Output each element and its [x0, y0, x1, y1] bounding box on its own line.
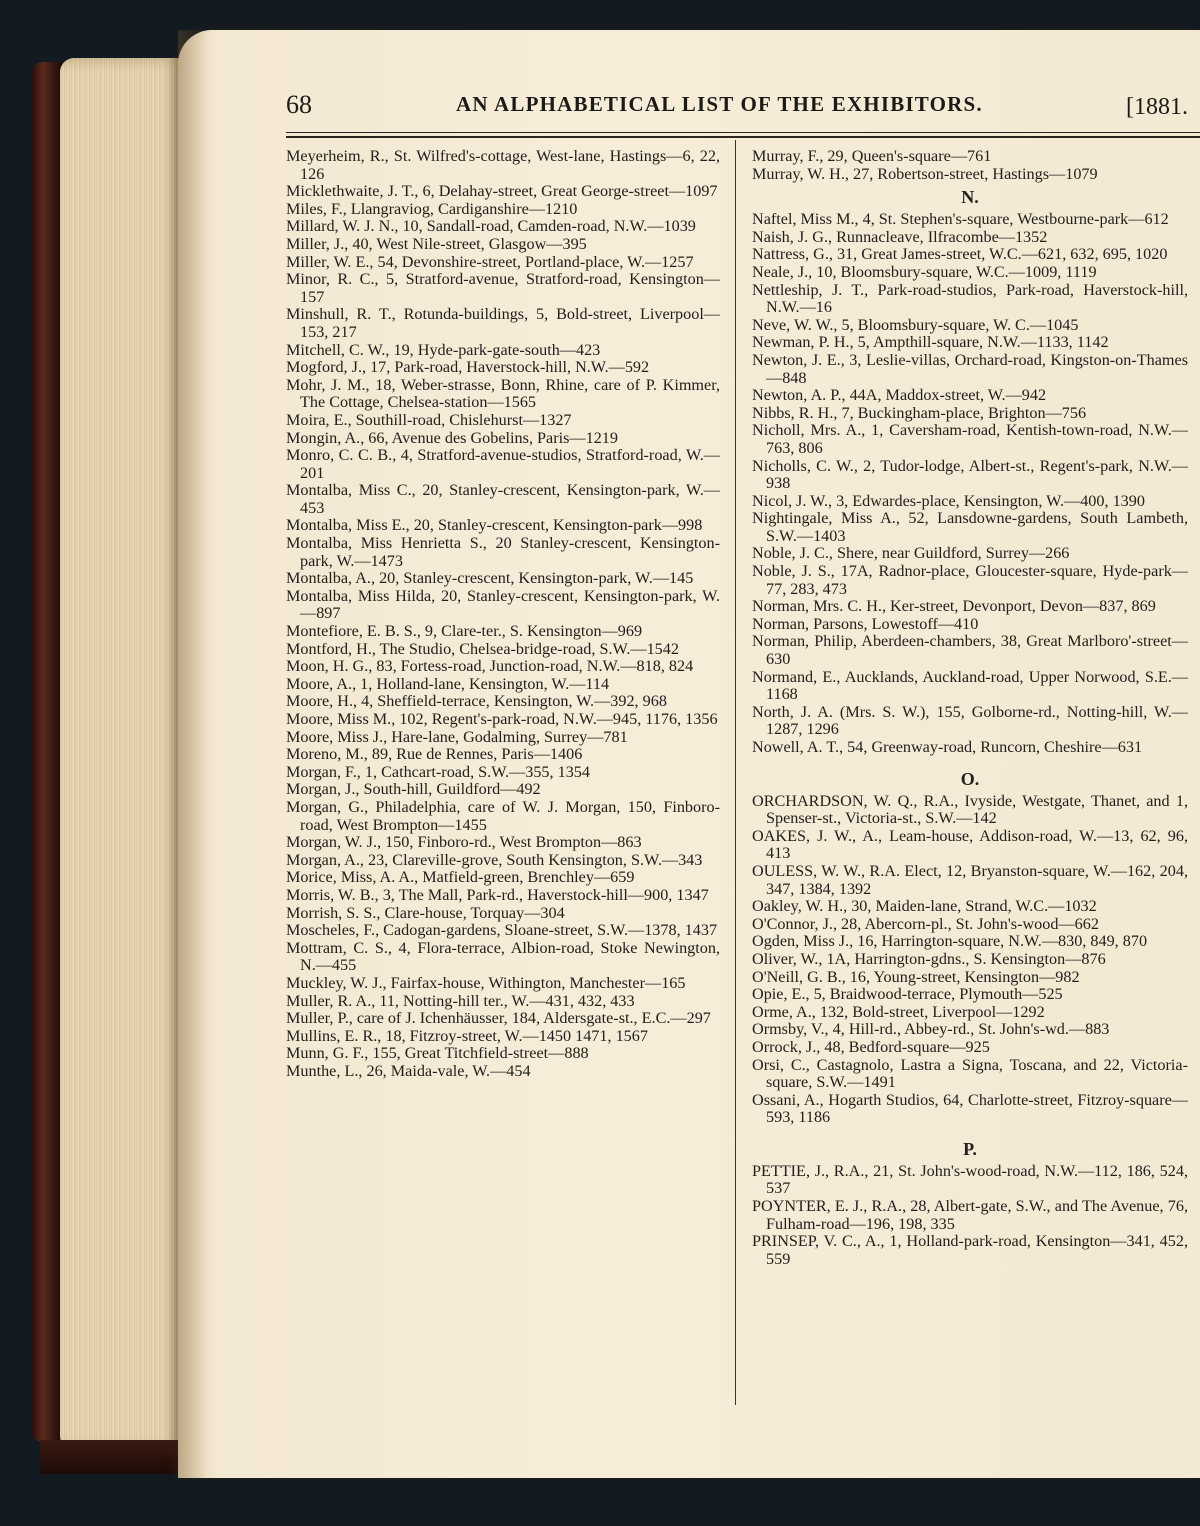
exhibitor-entry: Oakley, W. H., 30, Maiden-lane, Strand, W.C.—1032 [752, 897, 1097, 916]
exhibitor-entry: Miller, J., 40, West Nile-street, Glasgow—395 [286, 234, 587, 253]
gutter-shadow [178, 30, 208, 1478]
exhibitor-entry: Murray, F., 29, Queen's-square—761 [752, 147, 992, 165]
exhibitor-entry: Morgan, J., South-hill, Guildford—492 [286, 780, 541, 799]
exhibitor-entry: Ogden, Miss J., 16, Harrington-square, N.W.—830, 849, 870 [752, 932, 1148, 951]
book-cover-spine [32, 62, 62, 1442]
exhibitor-entry: Munthe, L., 26, Maida-vale, W.—454 [286, 1061, 531, 1080]
exhibitor-entry: Murray, W. H., 27, Robertson-street, Hastings—1079 [752, 164, 1098, 183]
exhibitor-entry: Orme, A., 132, Bold-street, Liverpool—1292 [752, 1002, 1045, 1021]
exhibitor-entry: Morgan, F., 1, Cathcart-road, S.W.—355, 1354 [286, 762, 590, 781]
letter-heading-n: N. [961, 187, 979, 208]
exhibitor-entry: Nicol, J. W., 3, Edwardes-place, Kensington, W.—400, 1390 [752, 491, 1145, 510]
exhibitor-entry: Mogford, J., 17, Park-road, Haverstock-hill, N.W.—592 [286, 358, 650, 377]
exhibitor-entry: Morice, Miss, A. A., Matfield-green, Brenchley—659 [286, 868, 635, 887]
exhibitor-entry: Montford, H., The Studio, Chelsea-bridge-road, S.W.—1542 [286, 639, 679, 658]
exhibitor-entry: Montalba, Miss C., 20, Stanley-crescent, Kensington-park, W.—453 [286, 481, 720, 517]
exhibitor-entry: Orsi, C., Castagnolo, Lastra a Signa, Toscana, and 22, Victoria-square, S.W.—1491 [752, 1055, 1188, 1092]
page-year: [1881. [1126, 94, 1188, 120]
exhibitor-entry: O'Connor, J., 28, Abercorn-pl., St. John's-wood—662 [752, 914, 1099, 933]
exhibitor-entry: Micklethwaite, J. T., 6, Delahay-street, Great George-street—1097 [286, 182, 718, 201]
page-title: AN ALPHABETICAL LIST OF THE EXHIBITORS. [456, 92, 983, 116]
exhibitor-entry: Nowell, A. T., 54, Greenway-road, Runcorn, Cheshire—631 [752, 738, 1143, 756]
exhibitor-entry: Norman, Philip, Aberdeen-chambers, 38, Great Marlboro'-street—630 [752, 632, 1188, 669]
exhibitor-entry: Oliver, W., 1A, Harrington-gdns., S. Kensington—876 [752, 949, 1106, 968]
exhibitor-entry: OAKES, J. W., A., Leam-house, Addison-road, W.—13, 62, 96, 413 [752, 826, 1188, 863]
exhibitor-entry: Nettleship, J. T., Park-road-studios, Park-road, Haverstock-hill, N.W.—16 [752, 280, 1188, 317]
exhibitor-entry: Moira, E., Southill-road, Chislehurst—1327 [286, 410, 572, 429]
letter-heading-o: O. [960, 768, 980, 789]
exhibitor-entry: Moore, Miss M., 102, Regent's-park-road, N.W.—945, 1176, 1356 [286, 710, 718, 728]
exhibitor-entry: Miller, W. E., 54, Devonshire-street, Portland-place, W.—1257 [286, 252, 694, 271]
exhibitor-entry: Norman, Parsons, Lowestoff—410 [752, 614, 979, 633]
page-edges [60, 58, 185, 1450]
exhibitor-entry: Morgan, G., Philadelphia, care of W. J. Morgan, 150, Finboro-road, West Brompton—1455 [286, 797, 720, 834]
exhibitor-entry: Orrock, J., 48, Bedford-square—925 [752, 1037, 990, 1056]
letter-heading-p: P. [963, 1138, 977, 1159]
exhibitor-entry: Montefiore, E. B. S., 9, Clare-ter., S. Kensington—969 [286, 622, 643, 641]
exhibitor-entry: Muller, P., care of J. Ichenhäusser, 184, Aldersgate-st., E.C.—297 [286, 1009, 711, 1028]
exhibitor-entry: Moon, H. G., 83, Fortess-road, Junction-road, N.W.—818, 824 [286, 657, 694, 676]
exhibitor-entry: Mongin, A., 66, Avenue des Gobelins, Paris—1219 [286, 428, 618, 447]
exhibitor-entry: Nibbs, R. H., 7, Buckingham-place, Brighton—756 [752, 403, 1087, 422]
exhibitor-entry: O'Neill, G. B., 16, Young-street, Kensington—982 [752, 967, 1080, 986]
exhibitor-entry: Moreno, M., 89, Rue de Rennes, Paris—1406 [286, 745, 583, 764]
exhibitor-entry: Opie, E., 5, Braidwood-terrace, Plymouth—525 [752, 985, 1063, 1004]
exhibitor-entry: Moscheles, F., Cadogan-gardens, Sloane-street, S.W.—1378, 1437 [286, 921, 718, 940]
exhibitor-entry: Nattress, G., 31, Great James-street, W.C.—621, 632, 695, 1020 [752, 245, 1168, 264]
exhibitor-entry: Neale, J., 10, Bloomsbury-square, W.C.—1009, 1119 [752, 262, 1097, 281]
exhibitor-entry: Ossani, A., Hogarth Studios, 64, Charlotte-street, Fitzroy-square—593, 1186 [752, 1090, 1188, 1127]
exhibitor-entry: Munn, G. F., 155, Great Titchfield-street—888 [286, 1044, 589, 1063]
running-head [286, 88, 1200, 128]
exhibitor-entry: Noble, J. C., Shere, near Guildford, Surrey—266 [752, 544, 1070, 563]
exhibitor-entry: Newman, P. H., 5, Ampthill-square, N.W.—1133, 1142 [752, 333, 1109, 352]
exhibitor-entry: Morrish, S. S., Clare-house, Torquay—304 [286, 903, 565, 922]
page-number: 68 [286, 90, 312, 119]
exhibitor-entry: Morgan, A., 23, Clareville-grove, South Kensington, S.W.—343 [286, 850, 703, 869]
exhibitor-entry: Nightingale, Miss A., 52, Lansdowne-gardens, South Lambeth, S.W.—1403 [752, 509, 1188, 545]
exhibitor-entry: Moore, Miss J., Hare-lane, Godalming, Surrey—781 [286, 727, 628, 746]
exhibitor-entry: Meyerheim, R., St. Wilfred's-cottage, West-lane, Hastings—6, 22, 126 [286, 147, 720, 183]
exhibitor-entry: OULESS, W. W., R.A. Elect, 12, Bryanston-square, W.—162, 204, 347, 1384, 1392 [752, 861, 1188, 898]
exhibitor-entry: Montalba, Miss Hilda, 20, Stanley-crescent, Kensington-park, W.—897 [286, 586, 720, 623]
exhibitor-entry: Naftel, Miss M., 4, St. Stephen's-square, Westbourne-park—612 [752, 210, 1169, 229]
exhibitor-entry: Minshull, R. T., Rotunda-buildings, 5, Bold-street, Liverpool—153, 217 [286, 305, 720, 341]
exhibitor-entry: Nicholl, Mrs. A., 1, Caversham-road, Kentish-town-road, N.W.—763, 806 [752, 421, 1188, 457]
exhibitor-entry: Newton, J. E., 3, Leslie-villas, Orchard-road, Kingston-on-Thames—848 [752, 350, 1188, 387]
exhibitor-entry: Muckley, W. J., Fairfax-house, Withington, Manchester—165 [286, 973, 686, 992]
exhibitor-entry: Nicholls, C. W., 2, Tudor-lodge, Albert-st., Regent's-park, N.W.—938 [752, 456, 1188, 493]
exhibitor-entry: ORCHARDSON, W. Q., R.A., Ivyside, Westgate, Thanet, and 1, Spenser-st., Victoria-st., S.W.—142 [752, 791, 1188, 828]
left-column [286, 148, 720, 1080]
exhibitor-entry: Mottram, C. S., 4, Flora-terrace, Albion-road, Stoke Newington, N.—455 [286, 938, 720, 975]
exhibitor-entry: PETTIE, J., R.A., 21, St. John's-wood-road, N.W.—112, 186, 524, 537 [752, 1161, 1188, 1198]
exhibitor-entry: Muller, R. A., 11, Notting-hill ter., W.—431, 432, 433 [286, 991, 635, 1010]
exhibitor-entry: Neve, W. W., 5, Bloomsbury-square, W. C.—1045 [752, 315, 1079, 334]
exhibitor-entry: Montalba, Miss E., 20, Stanley-crescent, Kensington-park—998 [286, 516, 703, 535]
header-rule [286, 132, 1200, 133]
exhibitor-entry: Miles, F., Llangraviog, Cardiganshire—1210 [286, 199, 578, 218]
exhibitor-entry: North, J. A. (Mrs. S. W.), 155, Golborne-rd., Notting-hill, W.—1287, 1296 [752, 702, 1188, 739]
right-column [752, 148, 1188, 1268]
column-divider [735, 140, 736, 1405]
exhibitor-entry: Montalba, A., 20, Stanley-crescent, Kensington-park, W.—145 [286, 569, 694, 588]
header-rule-double [286, 136, 1200, 138]
exhibitor-entry: Montalba, Miss Henrietta S., 20 Stanley-crescent, Kensington-park, W.—1473 [286, 534, 720, 570]
exhibitor-entry: Naish, J. G., Runnacleave, Ilfracombe—1352 [752, 227, 1048, 246]
exhibitor-entry: Morris, W. B., 3, The Mall, Park-rd., Haverstock-hill—900, 1347 [286, 885, 709, 904]
exhibitor-entry: Ormsby, V., 4, Hill-rd., Abbey-rd., St. John's-wd.—883 [752, 1020, 1110, 1039]
exhibitor-entry: Monro, C. C. B., 4, Stratford-avenue-studios, Stratford-road, W.—201 [286, 446, 720, 482]
exhibitor-entry: Normand, E., Aucklands, Auckland-road, Upper Norwood, S.E.—1168 [752, 667, 1188, 704]
exhibitor-entry: Millard, W. J. N., 10, Sandall-road, Camden-road, N.W.—1039 [286, 217, 696, 236]
exhibitor-entry: Mullins, E. R., 18, Fitzroy-street, W.—1450 1471, 1567 [286, 1026, 648, 1045]
exhibitor-entry: PRINSEP, V. C., A., 1, Holland-park-road, Kensington—341, 452, 559 [752, 1232, 1188, 1268]
exhibitor-entry: Minor, R. C., 5, Stratford-avenue, Stratford-road, Kensington—157 [286, 270, 720, 306]
exhibitor-entry: Newton, A. P., 44A, Maddox-street, W.—942 [752, 386, 1047, 405]
exhibitor-entry: POYNTER, E. J., R.A., 28, Albert-gate, S.W., and The Avenue, 76, Fulham-road—196, 198, 335 [752, 1197, 1188, 1233]
exhibitor-entry: Morgan, W. J., 150, Finboro-rd., West Brompton—863 [286, 833, 642, 852]
exhibitor-entry: Noble, J. S., 17A, Radnor-place, Gloucester-square, Hyde-park—77, 283, 473 [752, 562, 1188, 598]
exhibitor-entry: Moore, A., 1, Holland-lane, Kensington, W.—114 [286, 674, 610, 693]
exhibitor-entry: Norman, Mrs. C. H., Ker-street, Devonport, Devon—837, 869 [752, 597, 1156, 616]
exhibitor-entry: Mitchell, C. W., 19, Hyde-park-gate-south—423 [286, 340, 601, 359]
exhibitor-entry: Moore, H., 4, Sheffield-terrace, Kensington, W.—392, 968 [286, 692, 667, 711]
exhibitor-entry: Mohr, J. M., 18, Weber-strasse, Bonn, Rhine, care of P. Kimmer, The Cottage, Chelsea-station—1565 [286, 375, 720, 412]
